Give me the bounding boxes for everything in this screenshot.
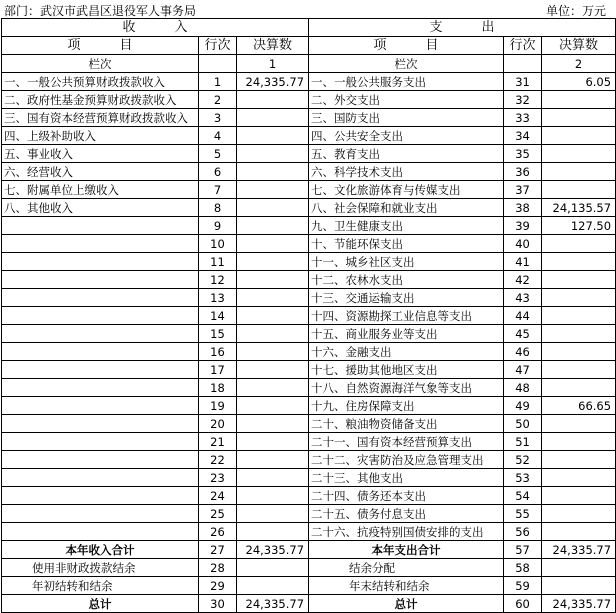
expense-seq-cell: 43	[504, 289, 542, 307]
expense-item-cell: 二十二、灾害防治及应急管理支出	[309, 451, 504, 469]
table-row	[2, 433, 616, 451]
expense-amount-cell: 6.05	[542, 73, 616, 91]
income-item-cell	[2, 415, 199, 433]
income-item-cell	[2, 397, 199, 415]
expense-amount-cell	[542, 325, 616, 343]
table-row	[2, 91, 616, 109]
income-amount-cell	[237, 253, 309, 271]
income-amount-cell	[237, 109, 309, 127]
income-seq-header: 行次	[199, 37, 237, 55]
income-amount-cell	[237, 469, 309, 487]
grand-total-left-label: 总计	[2, 595, 199, 613]
expense-amount-cell	[542, 451, 616, 469]
end-balance-seq: 59	[504, 577, 542, 595]
carryover-row	[2, 577, 616, 595]
grand-total-right-amount: 24,335.77	[542, 595, 616, 613]
expense-amount-cell	[542, 289, 616, 307]
income-item-cell	[2, 505, 199, 523]
report-header	[0, 0, 616, 18]
total-row	[2, 541, 616, 559]
income-amount-cell	[237, 379, 309, 397]
income-item-cell	[2, 271, 199, 289]
expense-seq-cell: 32	[504, 91, 542, 109]
expense-amount-cell	[542, 415, 616, 433]
income-lanci-label: 栏次	[2, 55, 199, 73]
expense-seq-cell: 56	[504, 523, 542, 541]
expense-item-cell: 十、节能环保支出	[309, 235, 504, 253]
expense-seq-cell: 33	[504, 109, 542, 127]
income-amount-cell	[237, 343, 309, 361]
income-item-cell	[2, 235, 199, 253]
income-seq-cell: 10	[199, 235, 237, 253]
income-seq-cell: 3	[199, 109, 237, 127]
expense-seq-cell: 47	[504, 361, 542, 379]
income-amount-cell	[237, 415, 309, 433]
table-row	[2, 127, 616, 145]
grand-total-right-label: 总计	[309, 595, 504, 613]
table-row	[2, 289, 616, 307]
income-amount-cell	[237, 397, 309, 415]
table-row	[2, 487, 616, 505]
table-row	[2, 307, 616, 325]
table-row	[2, 235, 616, 253]
expense-seq-cell: 52	[504, 451, 542, 469]
expense-item-cell: 十六、金融支出	[309, 343, 504, 361]
income-amount-cell	[237, 289, 309, 307]
income-seq-cell: 26	[199, 523, 237, 541]
income-amount-cell	[237, 325, 309, 343]
income-item-cell	[2, 307, 199, 325]
income-item-cell	[2, 361, 199, 379]
expense-item-cell: 十四、资源勘探工业信息等支出	[309, 307, 504, 325]
expense-seq-cell: 38	[504, 199, 542, 217]
expense-item-cell: 五、教育支出	[309, 145, 504, 163]
expense-amount-cell	[542, 505, 616, 523]
table-row	[2, 505, 616, 523]
income-amount-cell	[237, 451, 309, 469]
expense-seq-cell: 37	[504, 181, 542, 199]
expense-amount-cell	[542, 271, 616, 289]
income-amount-cell	[237, 163, 309, 181]
expense-seq-cell: 42	[504, 271, 542, 289]
income-seq-cell: 4	[199, 127, 237, 145]
expense-seq-cell: 48	[504, 379, 542, 397]
department-label: 部门：武汉市武昌区退役军人事务局	[4, 4, 197, 18]
income-lanci-seq	[199, 55, 237, 73]
income-col-number: 1	[237, 55, 309, 73]
income-seq-cell: 22	[199, 451, 237, 469]
table-row	[2, 253, 616, 271]
income-item-cell	[2, 343, 199, 361]
grand-total-left-amount: 24,335.77	[237, 595, 309, 613]
income-amount-cell	[237, 433, 309, 451]
income-item-cell	[2, 487, 199, 505]
expense-amount-cell	[542, 307, 616, 325]
expense-amount-cell	[542, 163, 616, 181]
table-row	[2, 217, 616, 235]
income-total-label: 本年收入合计	[2, 541, 199, 559]
table-row	[2, 523, 616, 541]
income-seq-cell: 6	[199, 163, 237, 181]
income-item-cell: 八、其他收入	[2, 199, 199, 217]
expense-seq-cell: 49	[504, 397, 542, 415]
expense-item-cell: 十八、自然资源海洋气象等支出	[309, 379, 504, 397]
income-item-cell	[2, 325, 199, 343]
expense-item-cell: 十三、交通运输支出	[309, 289, 504, 307]
expense-total-label: 本年支出合计	[309, 541, 504, 559]
begin-balance-seq: 29	[199, 577, 237, 595]
expense-amount-cell	[542, 379, 616, 397]
expense-item-cell: 三、国防支出	[309, 109, 504, 127]
table-row	[2, 343, 616, 361]
expense-item-cell: 十二、农林水支出	[309, 271, 504, 289]
income-amount-cell: 24,335.77	[237, 73, 309, 91]
income-amount-header: 决算数	[237, 37, 309, 55]
expense-item-cell: 十五、商业服务业等支出	[309, 325, 504, 343]
income-amount-cell	[237, 235, 309, 253]
balance-distribution-amount	[542, 559, 616, 577]
expense-item-cell: 二十一、国有资本经营预算支出	[309, 433, 504, 451]
nonfiscal-balance-seq: 28	[199, 559, 237, 577]
expense-lanci-seq	[504, 55, 542, 73]
grand-total-row	[2, 595, 616, 613]
income-seq-cell: 2	[199, 91, 237, 109]
expense-item-cell: 二十五、债务付息支出	[309, 505, 504, 523]
budget-table	[1, 18, 616, 613]
expense-seq-cell: 31	[504, 73, 542, 91]
income-seq-cell: 18	[199, 379, 237, 397]
column-index-row	[2, 55, 616, 73]
income-amount-cell	[237, 487, 309, 505]
expense-item-cell: 一、一般公共服务支出	[309, 73, 504, 91]
balance-distribution-label: 结余分配	[309, 559, 504, 577]
income-item-cell: 五、事业收入	[2, 145, 199, 163]
income-amount-cell	[237, 181, 309, 199]
expense-amount-cell	[542, 523, 616, 541]
end-balance-amount	[542, 577, 616, 595]
expense-amount-cell	[542, 433, 616, 451]
income-item-cell: 六、经营收入	[2, 163, 199, 181]
expense-amount-cell	[542, 469, 616, 487]
income-seq-cell: 20	[199, 415, 237, 433]
table-row	[2, 145, 616, 163]
income-seq-cell: 24	[199, 487, 237, 505]
section-header-row	[2, 19, 616, 37]
expense-seq-cell: 36	[504, 163, 542, 181]
income-seq-cell: 9	[199, 217, 237, 235]
income-seq-cell: 16	[199, 343, 237, 361]
table-row	[2, 469, 616, 487]
income-amount-cell	[237, 307, 309, 325]
income-seq-cell: 23	[199, 469, 237, 487]
income-seq-cell: 17	[199, 361, 237, 379]
income-item-cell: 四、上级补助收入	[2, 127, 199, 145]
expense-item-cell: 四、公共安全支出	[309, 127, 504, 145]
balance-row	[2, 559, 616, 577]
income-item-cell	[2, 451, 199, 469]
column-header-row	[2, 37, 616, 55]
begin-balance-amount	[237, 577, 309, 595]
expense-item-cell: 二、外交支出	[309, 91, 504, 109]
expense-seq-header: 行次	[504, 37, 542, 55]
nonfiscal-balance-label: 使用非财政拨款结余	[2, 559, 199, 577]
expense-seq-cell: 34	[504, 127, 542, 145]
table-row	[2, 73, 616, 91]
expense-seq-cell: 55	[504, 505, 542, 523]
income-item-cell: 一、一般公共预算财政拨款收入	[2, 73, 199, 91]
table-row	[2, 271, 616, 289]
income-seq-cell: 8	[199, 199, 237, 217]
expense-seq-cell: 40	[504, 235, 542, 253]
expense-amount-cell: 66.65	[542, 397, 616, 415]
expense-item-cell: 十九、住房保障支出	[309, 397, 504, 415]
table-row	[2, 397, 616, 415]
expense-seq-cell: 53	[504, 469, 542, 487]
expense-total-seq: 57	[504, 541, 542, 559]
expense-seq-cell: 50	[504, 415, 542, 433]
income-section-title: 收 入	[2, 19, 309, 37]
income-seq-cell: 14	[199, 307, 237, 325]
income-seq-cell: 15	[199, 325, 237, 343]
table-row	[2, 181, 616, 199]
expense-amount-cell: 127.50	[542, 217, 616, 235]
income-seq-cell: 7	[199, 181, 237, 199]
expense-item-cell: 八、社会保障和就业支出	[309, 199, 504, 217]
income-seq-cell: 21	[199, 433, 237, 451]
unit-label: 单位：万元	[545, 4, 606, 18]
expense-section-title: 支 出	[309, 19, 616, 37]
income-seq-cell: 11	[199, 253, 237, 271]
income-item-cell	[2, 253, 199, 271]
expense-amount-cell	[542, 91, 616, 109]
income-amount-cell	[237, 145, 309, 163]
income-item-cell	[2, 469, 199, 487]
expense-item-cell: 二十六、抗疫特别国债安排的支出	[309, 523, 504, 541]
grand-total-right-seq: 60	[504, 595, 542, 613]
income-item-cell	[2, 433, 199, 451]
table-row	[2, 415, 616, 433]
expense-seq-cell: 46	[504, 343, 542, 361]
nonfiscal-balance-amount	[237, 559, 309, 577]
expense-col-number: 2	[542, 55, 616, 73]
expense-amount-cell	[542, 235, 616, 253]
expense-seq-cell: 44	[504, 307, 542, 325]
income-seq-cell: 12	[199, 271, 237, 289]
income-item-cell: 二、政府性基金预算财政拨款收入	[2, 91, 199, 109]
income-amount-cell	[237, 217, 309, 235]
expense-item-header: 项 目	[309, 37, 504, 55]
income-seq-cell: 1	[199, 73, 237, 91]
table-row	[2, 451, 616, 469]
expense-amount-cell	[542, 253, 616, 271]
table-row	[2, 379, 616, 397]
income-seq-cell: 25	[199, 505, 237, 523]
income-seq-cell: 5	[199, 145, 237, 163]
expense-item-cell: 二十四、债务还本支出	[309, 487, 504, 505]
expense-seq-cell: 54	[504, 487, 542, 505]
expense-seq-cell: 39	[504, 217, 542, 235]
expense-item-cell: 十一、城乡社区支出	[309, 253, 504, 271]
expense-amount-cell	[542, 109, 616, 127]
expense-item-cell: 七、文化旅游体育与传媒支出	[309, 181, 504, 199]
table-row	[2, 325, 616, 343]
income-item-cell	[2, 379, 199, 397]
grand-total-left-seq: 30	[199, 595, 237, 613]
income-amount-cell	[237, 523, 309, 541]
end-balance-label: 年末结转和结余	[309, 577, 504, 595]
income-amount-cell	[237, 505, 309, 523]
expense-total-amount: 24,335.77	[542, 541, 616, 559]
income-seq-cell: 13	[199, 289, 237, 307]
expense-item-cell: 六、科学技术支出	[309, 163, 504, 181]
expense-amount-cell	[542, 361, 616, 379]
expense-item-cell: 十七、援助其他地区支出	[309, 361, 504, 379]
income-amount-cell	[237, 199, 309, 217]
income-item-cell	[2, 523, 199, 541]
income-item-cell: 七、附属单位上缴收入	[2, 181, 199, 199]
income-total-amount: 24,335.77	[237, 541, 309, 559]
expense-lanci-label: 栏次	[309, 55, 504, 73]
table-row	[2, 163, 616, 181]
income-amount-cell	[237, 271, 309, 289]
expense-amount-cell	[542, 127, 616, 145]
expense-seq-cell: 41	[504, 253, 542, 271]
expense-amount-cell: 24,135.57	[542, 199, 616, 217]
income-item-cell	[2, 289, 199, 307]
income-amount-cell	[237, 361, 309, 379]
expense-seq-cell: 35	[504, 145, 542, 163]
income-item-header: 项 目	[2, 37, 199, 55]
table-row	[2, 109, 616, 127]
expense-seq-cell: 51	[504, 433, 542, 451]
expense-seq-cell: 45	[504, 325, 542, 343]
expense-amount-cell	[542, 487, 616, 505]
expense-amount-cell	[542, 181, 616, 199]
expense-amount-header: 决算数	[542, 37, 616, 55]
income-item-cell: 三、国有资本经营预算财政拨款收入	[2, 109, 199, 127]
begin-balance-label: 年初结转和结余	[2, 577, 199, 595]
expense-item-cell: 九、卫生健康支出	[309, 217, 504, 235]
balance-distribution-seq: 58	[504, 559, 542, 577]
income-total-seq: 27	[199, 541, 237, 559]
expense-amount-cell	[542, 145, 616, 163]
income-seq-cell: 19	[199, 397, 237, 415]
table-row	[2, 199, 616, 217]
expense-item-cell: 二十三、其他支出	[309, 469, 504, 487]
income-item-cell	[2, 217, 199, 235]
income-amount-cell	[237, 127, 309, 145]
expense-amount-cell	[542, 343, 616, 361]
table-row	[2, 361, 616, 379]
expense-item-cell: 二十、粮油物资储备支出	[309, 415, 504, 433]
income-amount-cell	[237, 91, 309, 109]
